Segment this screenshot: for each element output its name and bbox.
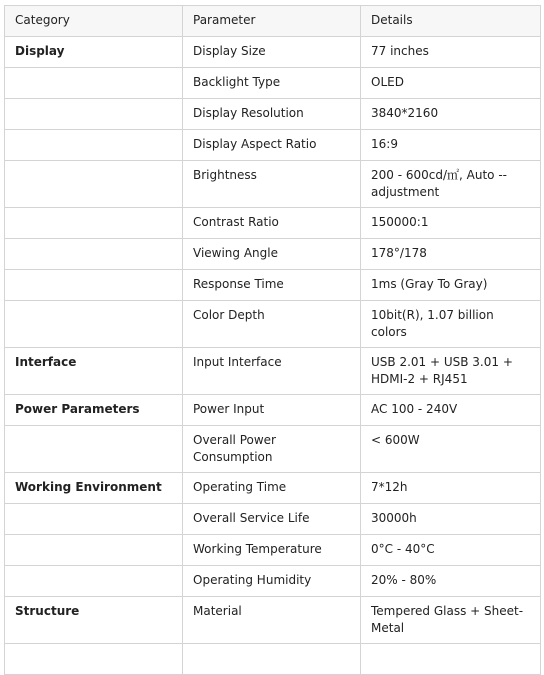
row-details: 3840*2160 xyxy=(361,99,541,130)
row-parameter: Overall Service Life xyxy=(183,504,361,535)
row-parameter: Color Depth xyxy=(183,301,361,348)
row-category xyxy=(5,644,183,675)
table-row xyxy=(5,37,541,68)
row-parameter: Power Input xyxy=(183,395,361,426)
row-parameter: Display Resolution xyxy=(183,99,361,130)
row-category xyxy=(5,301,183,348)
row-category: Power Parameters xyxy=(5,395,183,426)
row-details xyxy=(361,644,541,675)
row-category xyxy=(5,161,183,208)
row-details: AC 100 - 240V xyxy=(361,395,541,426)
row-details: 77 inches xyxy=(361,37,541,68)
header-details: Details xyxy=(361,6,541,37)
table-row xyxy=(5,301,541,348)
row-details: Tempered Glass + Sheet-Metal xyxy=(361,597,541,644)
table-row xyxy=(5,504,541,535)
row-category xyxy=(5,68,183,99)
table-row xyxy=(5,395,541,426)
table-row xyxy=(5,130,541,161)
row-parameter: Brightness xyxy=(183,161,361,208)
table-row xyxy=(5,597,541,644)
table-header-row xyxy=(5,6,541,37)
table-row xyxy=(5,161,541,208)
row-details: 0°C - 40°C xyxy=(361,535,541,566)
header-category: Category xyxy=(5,6,183,37)
table-row xyxy=(5,426,541,473)
row-category xyxy=(5,426,183,473)
table-row xyxy=(5,644,541,675)
table-row xyxy=(5,239,541,270)
row-parameter: Input Interface xyxy=(183,348,361,395)
row-details: 7*12h xyxy=(361,473,541,504)
row-details: OLED xyxy=(361,68,541,99)
row-details: USB 2.01 + USB 3.01 + HDMI-2 + RJ451 xyxy=(361,348,541,395)
row-details: 178°/178 xyxy=(361,239,541,270)
table-row xyxy=(5,566,541,597)
spec-table xyxy=(4,5,541,675)
row-category: Working Environment xyxy=(5,473,183,504)
table-row xyxy=(5,99,541,130)
row-parameter: Operating Humidity xyxy=(183,566,361,597)
row-details: 16:9 xyxy=(361,130,541,161)
row-details: 200 - 600cd/㎡, Auto --adjustment xyxy=(361,161,541,208)
row-category xyxy=(5,208,183,239)
row-details: 150000:1 xyxy=(361,208,541,239)
spec-table-body xyxy=(5,6,541,675)
row-category xyxy=(5,270,183,301)
row-category: Display xyxy=(5,37,183,68)
header-parameter: Parameter xyxy=(183,6,361,37)
table-row xyxy=(5,535,541,566)
table-row xyxy=(5,270,541,301)
row-details: 30000h xyxy=(361,504,541,535)
table-row xyxy=(5,208,541,239)
row-category xyxy=(5,504,183,535)
row-parameter: Overall Power Consumption xyxy=(183,426,361,473)
row-parameter: Material xyxy=(183,597,361,644)
row-parameter: Display Aspect Ratio xyxy=(183,130,361,161)
row-details: 10bit(R), 1.07 billion colors xyxy=(361,301,541,348)
row-details: 1ms (Gray To Gray) xyxy=(361,270,541,301)
row-parameter: Operating Time xyxy=(183,473,361,504)
row-category xyxy=(5,99,183,130)
row-details: < 600W xyxy=(361,426,541,473)
table-row xyxy=(5,473,541,504)
row-parameter: Response Time xyxy=(183,270,361,301)
row-parameter: Viewing Angle xyxy=(183,239,361,270)
row-category: Interface xyxy=(5,348,183,395)
row-parameter: Contrast Ratio xyxy=(183,208,361,239)
row-parameter: Display Size xyxy=(183,37,361,68)
row-category: Structure xyxy=(5,597,183,644)
row-details: 20% - 80% xyxy=(361,566,541,597)
row-parameter xyxy=(183,644,361,675)
row-category xyxy=(5,535,183,566)
row-category xyxy=(5,239,183,270)
row-category xyxy=(5,566,183,597)
table-row xyxy=(5,68,541,99)
row-parameter: Working Temperature xyxy=(183,535,361,566)
row-parameter: Backlight Type xyxy=(183,68,361,99)
row-category xyxy=(5,130,183,161)
table-row xyxy=(5,348,541,395)
